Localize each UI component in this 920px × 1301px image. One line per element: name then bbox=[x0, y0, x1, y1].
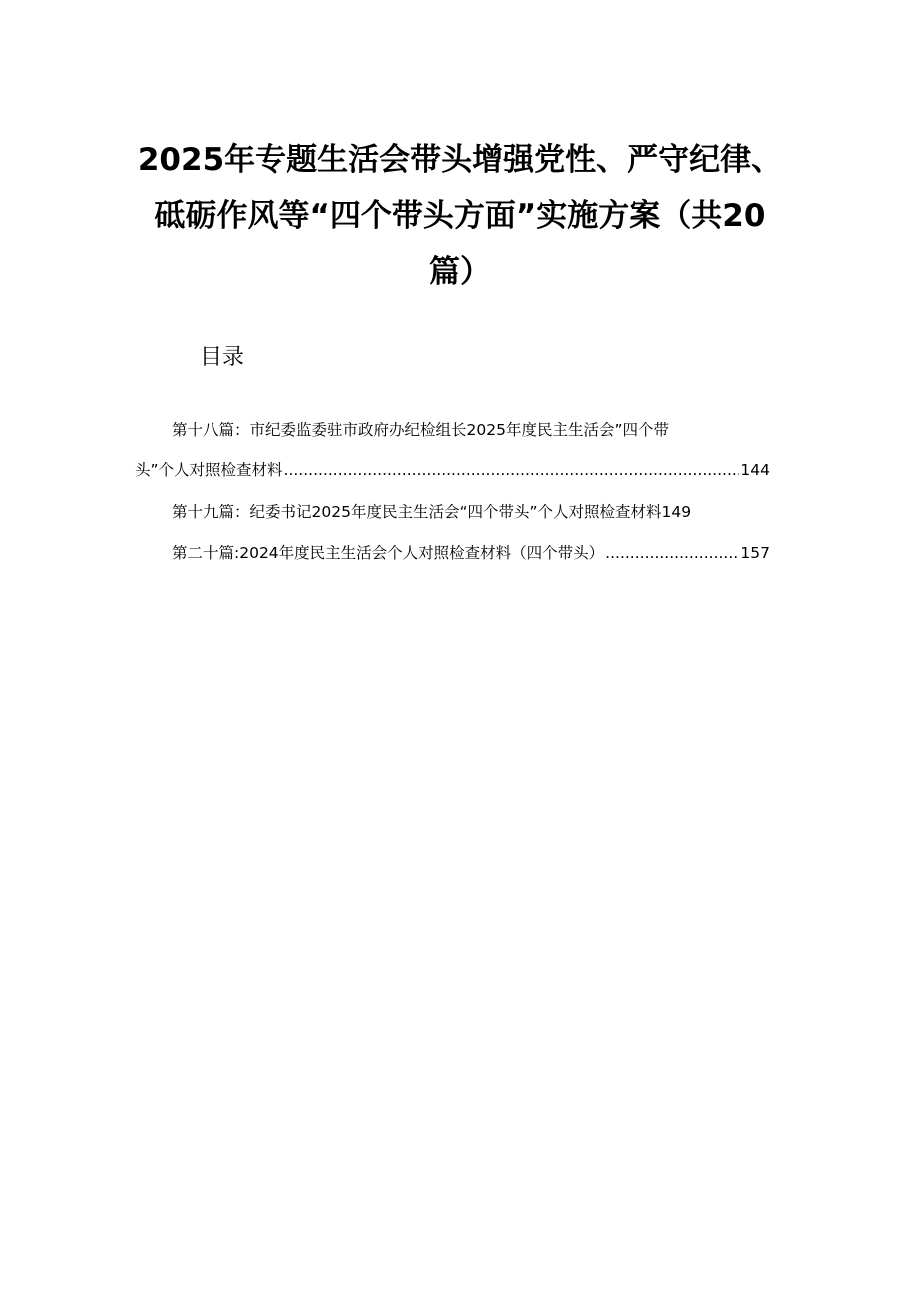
title-line-2: 砥砺作风等“四个带头方面”实施方案（共20 bbox=[154, 198, 766, 234]
toc-entry-text: 第十八篇：市纪委监委驻市政府办纪检组长2025年度民主生活会”四个带 bbox=[172, 421, 669, 439]
toc-entry-text: 第十九篇：纪委书记2025年度民主生活会“四个带头”个人对照检查材料 bbox=[172, 503, 662, 521]
toc-entry-18-line-2[interactable] bbox=[135, 458, 770, 482]
toc-dot-leader bbox=[284, 458, 740, 482]
toc-entry-19[interactable] bbox=[172, 500, 691, 524]
toc-heading: 目录 bbox=[200, 345, 245, 370]
toc-page-number: 157 bbox=[740, 544, 770, 562]
toc-entry-text: 第二十篇:2024年度民主生活会个人对照检查材料（四个带头） bbox=[172, 544, 605, 562]
document-title bbox=[120, 132, 800, 300]
toc-page-number: 149 bbox=[661, 503, 692, 521]
toc-entry-18-line-1[interactable] bbox=[172, 418, 669, 442]
toc-dot-leader bbox=[605, 541, 739, 565]
title-line-1: 2025年专题生活会带头增强党性、严守纪律、 bbox=[137, 142, 783, 178]
title-line-3: 篇） bbox=[429, 254, 491, 290]
toc-entry-20[interactable] bbox=[172, 541, 770, 565]
toc-page-number: 144 bbox=[740, 461, 770, 479]
toc-entry-text: 头”个人对照检查材料 bbox=[135, 461, 283, 479]
